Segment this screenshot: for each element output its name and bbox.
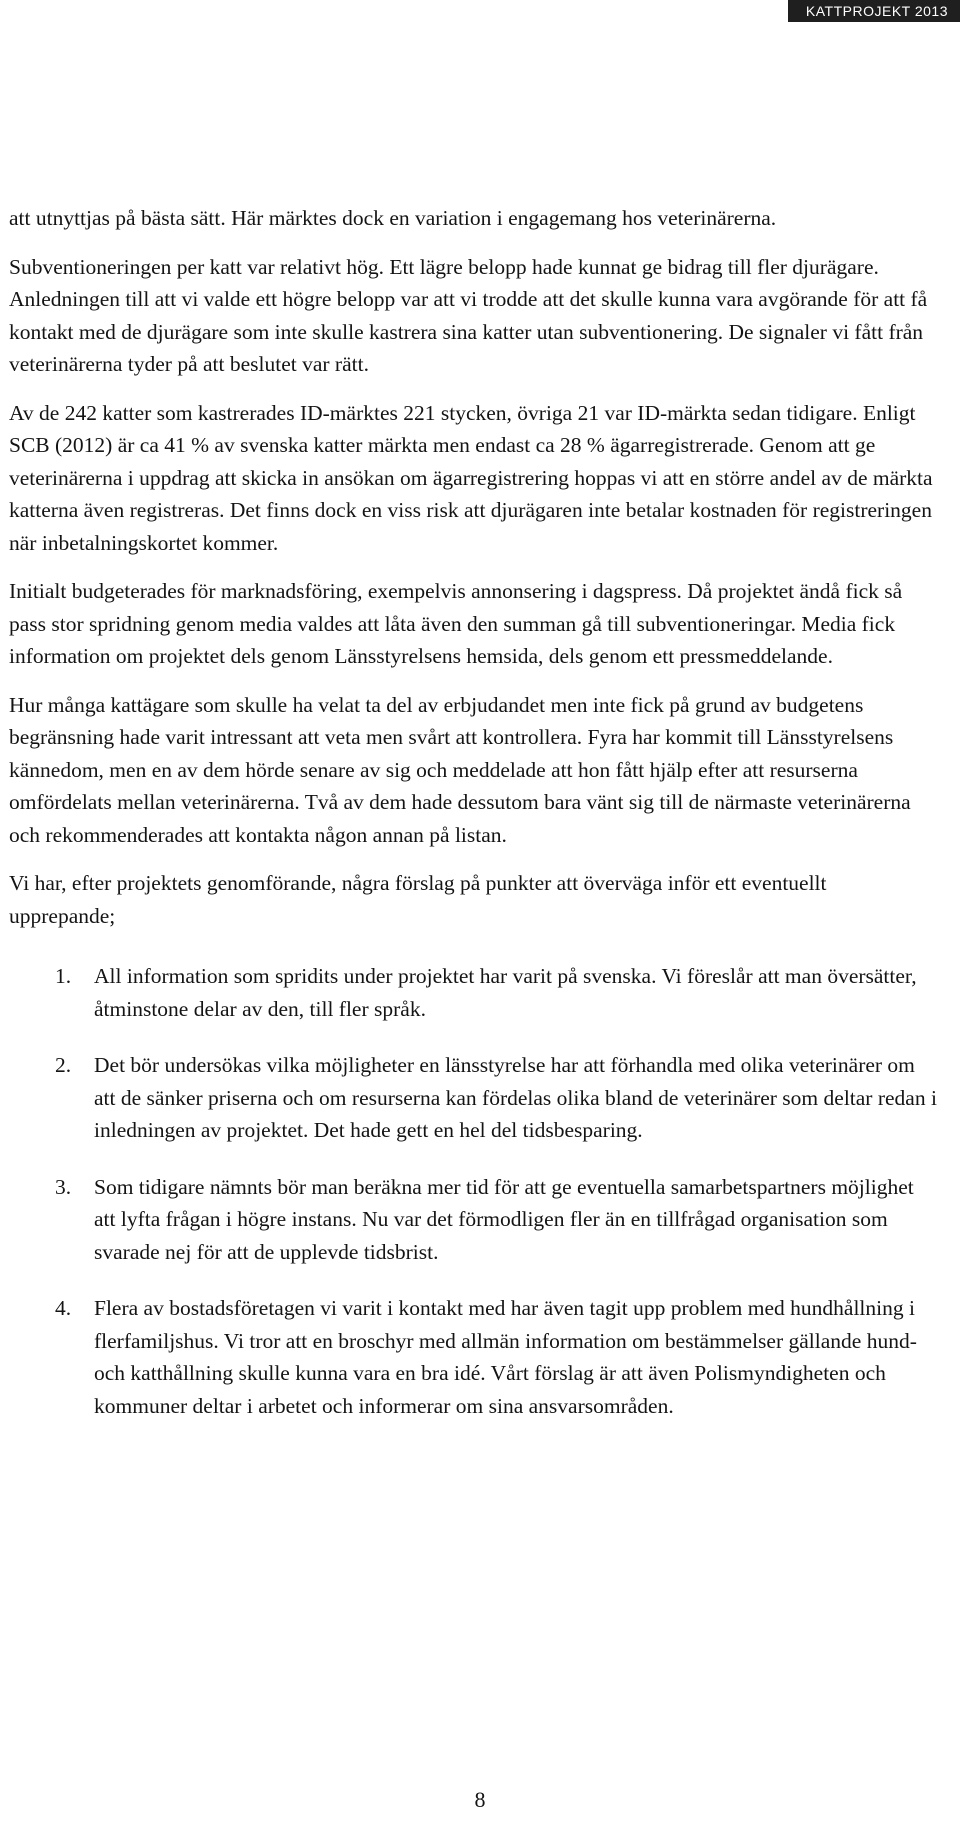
- list-item-text: Som tidigare nämnts bör man beräkna mer tid för att ge eventuella samarbetspartners möjlighet att lyfta frågan i högre instans. Nu var det förmodligen fler än en tillfrågad organisation som svarade nej för att de upplevde tidsbrist.: [94, 1174, 914, 1264]
- list-item-text: Flera av bostadsföretagen vi varit i kontakt med har även tagit upp problem med hundhållning i flerfamiljshus. Vi tror att en broschyr med allmän information om bestämmelser gällande hund- och katthållning skulle kunna vara en bra idé. Vårt förslag är att även Polismyndigheten och kommuner deltar i arbetet och informerar om sina ansvarsområden.: [94, 1296, 917, 1418]
- paragraph-marketing: Initialt budgeterades för marknadsföring, exempelvis annonsering i dagspress. Då projektet ändå fick så pass stor spridning genom media valdes att låta även den summan gå till subventioneringar. Media fick information om projektet dels genom Länsstyrelsens hemsida, dels genom ett pressmeddelande.: [9, 579, 903, 668]
- list-item: [9, 1292, 937, 1422]
- header-title: KATTPROJEKT 2013: [805, 3, 948, 19]
- suggestions-list: [9, 960, 937, 1422]
- list-item: [9, 1171, 937, 1269]
- list-item: [9, 1049, 937, 1147]
- list-item-number: 1.: [55, 964, 72, 988]
- paragraph-demand: Hur många kattägare som skulle ha velat ta del av erbjudandet men inte fick på grund av budgetens begränsning hade varit intressant att veta men svårt att kontrollera. Fyra har kommit till Länsstyrelsens kännedom, men en av dem hörde senare av sig och meddelade att hon fått hjälp efter att resurserna omfördelats mellan veterinärerna. Två av dem hade dessutom bara vänt sig till de närmaste veterinärerna och rekommenderades att kontakta någon annan på listan.: [9, 692, 911, 847]
- list-item-text: Det bör undersökas vilka möjligheter en länsstyrelse har att förhandla med olika veterinärer om att de sänker priserna och om resurserna kan fördelas olika bland de veterinärer som deltar redan i inledningen av projektet. Det hade gett en hel del tidsbesparing.: [94, 1053, 937, 1142]
- list-item-number: 3.: [55, 1174, 72, 1199]
- page-number: 8: [474, 1787, 486, 1812]
- running-header: [788, 0, 960, 22]
- list-item-number: 4.: [55, 1296, 72, 1320]
- paragraph-id-marking: Av de 242 katter som kastrerades ID-märktes 221 stycken, övriga 21 var ID-märkta sedan tidigare. Enligt SCB (2012) är ca 41 % av svenska katter märkta men endast ca 28 % ägarregistrerade. Genom att ge veterinärerna i uppdrag att skicka in ansökan om ägarregistrering hoppas vi att en större andel av de märkta katterna även registreras. Det finns dock en viss risk att djurägaren inte betalar kostnaden för registreringen när inbetalningskortet kommer.: [9, 400, 933, 555]
- list-item: [9, 960, 937, 1025]
- list-item-text: All information som spridits under projektet har varit på svenska. Vi föreslår att man översätter, åtminstone delar av den, till fler språk.: [94, 964, 917, 1021]
- paragraph-intro: att utnyttjas på bästa sätt. Här märktes dock en variation i engagemang hos veterinärerna.: [9, 206, 777, 230]
- paragraph-suggestions-intro: Vi har, efter projektets genomförande, några förslag på punkter att överväga inför ett eventuellt upprepande;: [9, 871, 827, 928]
- paragraph-subsidy: Subventioneringen per katt var relativt hög. Ett lägre belopp hade kunnat ge bidrag till fler djurägare. Anledningen till att vi valde ett högre belopp var att vi trodde att det skulle kunna vara avgörande för att få kontakt med de djurägare som inte skulle kastrera sina katter utan subventionering. De signaler vi fått från veterinärerna tyder på att beslutet var rätt.: [9, 254, 928, 376]
- list-item-number: 2.: [55, 1053, 72, 1077]
- document-body: [9, 202, 937, 1446]
